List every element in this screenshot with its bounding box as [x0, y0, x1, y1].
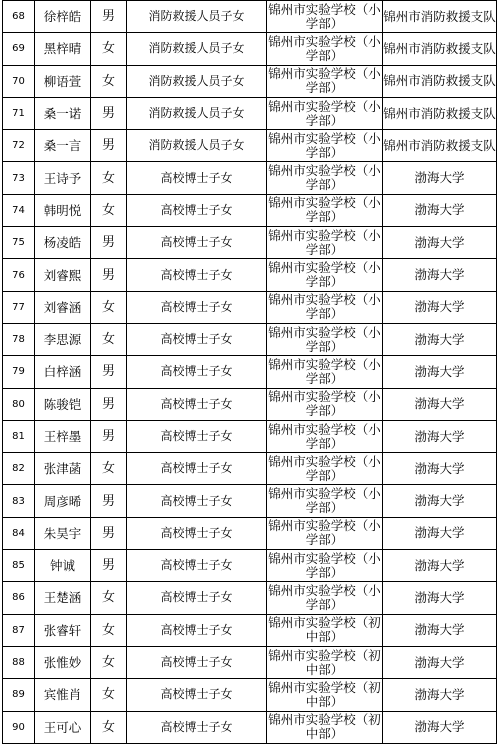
parent-unit-cell: 渤海大学: [383, 679, 497, 711]
school-cell: 锦州市实验学校（小学部）: [267, 291, 383, 323]
category-cell: 高校博士子女: [127, 323, 267, 355]
category-cell: 消防救援人员子女: [127, 97, 267, 129]
table-row: [3, 130, 497, 162]
school-cell: 锦州市实验学校（小学部）: [267, 97, 383, 129]
school-cell: 锦州市实验学校（小学部）: [267, 323, 383, 355]
parent-unit-cell: 渤海大学: [383, 162, 497, 194]
school-cell: 锦州市实验学校（小学部）: [267, 453, 383, 485]
table-row: [3, 65, 497, 97]
school-cell: 锦州市实验学校（小学部）: [267, 162, 383, 194]
category-cell: 高校博士子女: [127, 356, 267, 388]
student-gender-cell: 男: [91, 550, 127, 582]
row-number-cell: 78: [3, 323, 35, 355]
table-row: [3, 323, 497, 355]
school-cell: 锦州市实验学校（小学部）: [267, 227, 383, 259]
category-cell: 高校博士子女: [127, 550, 267, 582]
parent-unit-cell: 渤海大学: [383, 356, 497, 388]
student-gender-cell: 女: [91, 646, 127, 678]
school-cell: 锦州市实验学校（小学部）: [267, 33, 383, 65]
parent-unit-cell: 锦州市消防救援支队: [383, 130, 497, 162]
parent-unit-cell: 渤海大学: [383, 485, 497, 517]
parent-unit-cell: 渤海大学: [383, 711, 497, 743]
parent-unit-cell: 渤海大学: [383, 646, 497, 678]
student-name-cell: 周彦晞: [35, 485, 91, 517]
table-row: [3, 259, 497, 291]
parent-unit-cell: 锦州市消防救援支队: [383, 65, 497, 97]
table-row: [3, 420, 497, 452]
student-name-cell: 刘睿涵: [35, 291, 91, 323]
row-number-cell: 82: [3, 453, 35, 485]
table-row: [3, 162, 497, 194]
parent-unit-cell: 渤海大学: [383, 420, 497, 452]
row-number-cell: 86: [3, 582, 35, 614]
student-gender-cell: 女: [91, 323, 127, 355]
table-row: [3, 679, 497, 711]
category-cell: 高校博士子女: [127, 420, 267, 452]
row-number-cell: 83: [3, 485, 35, 517]
school-cell: 锦州市实验学校（小学部）: [267, 582, 383, 614]
student-name-cell: 徐梓皓: [35, 1, 91, 33]
row-number-cell: 71: [3, 97, 35, 129]
category-cell: 高校博士子女: [127, 614, 267, 646]
school-cell: 锦州市实验学校（初中部）: [267, 614, 383, 646]
school-cell: 锦州市实验学校（小学部）: [267, 420, 383, 452]
student-gender-cell: 男: [91, 388, 127, 420]
category-cell: 高校博士子女: [127, 485, 267, 517]
school-cell: 锦州市实验学校（初中部）: [267, 679, 383, 711]
student-gender-cell: 女: [91, 33, 127, 65]
school-cell: 锦州市实验学校（初中部）: [267, 646, 383, 678]
row-number-cell: 74: [3, 194, 35, 226]
student-name-cell: 钟诚: [35, 550, 91, 582]
student-table-body: [3, 1, 497, 744]
parent-unit-cell: 渤海大学: [383, 550, 497, 582]
parent-unit-cell: 渤海大学: [383, 517, 497, 549]
row-number-cell: 81: [3, 420, 35, 452]
student-gender-cell: 女: [91, 65, 127, 97]
student-name-cell: 王可心: [35, 711, 91, 743]
student-name-cell: 王楚涵: [35, 582, 91, 614]
parent-unit-cell: 渤海大学: [383, 291, 497, 323]
student-name-cell: 杨凌皓: [35, 227, 91, 259]
student-gender-cell: 男: [91, 259, 127, 291]
table-row: [3, 1, 497, 33]
school-cell: 锦州市实验学校（小学部）: [267, 259, 383, 291]
school-cell: 锦州市实验学校（小学部）: [267, 65, 383, 97]
school-cell: 锦州市实验学校（小学部）: [267, 550, 383, 582]
student-name-cell: 张睿轩: [35, 614, 91, 646]
row-number-cell: 88: [3, 646, 35, 678]
category-cell: 高校博士子女: [127, 227, 267, 259]
row-number-cell: 68: [3, 1, 35, 33]
row-number-cell: 85: [3, 550, 35, 582]
table-row: [3, 453, 497, 485]
category-cell: 消防救援人员子女: [127, 33, 267, 65]
category-cell: 高校博士子女: [127, 162, 267, 194]
student-gender-cell: 女: [91, 453, 127, 485]
table-row: [3, 517, 497, 549]
table-row: [3, 582, 497, 614]
school-cell: 锦州市实验学校（小学部）: [267, 388, 383, 420]
student-name-cell: 李思源: [35, 323, 91, 355]
student-name-cell: 王诗予: [35, 162, 91, 194]
category-cell: 高校博士子女: [127, 711, 267, 743]
student-name-cell: 刘睿熙: [35, 259, 91, 291]
table-row: [3, 646, 497, 678]
student-gender-cell: 男: [91, 485, 127, 517]
school-cell: 锦州市实验学校（小学部）: [267, 356, 383, 388]
row-number-cell: 87: [3, 614, 35, 646]
row-number-cell: 79: [3, 356, 35, 388]
row-number-cell: 72: [3, 130, 35, 162]
student-name-cell: 桑一言: [35, 130, 91, 162]
row-number-cell: 76: [3, 259, 35, 291]
student-gender-cell: 男: [91, 420, 127, 452]
category-cell: 高校博士子女: [127, 679, 267, 711]
parent-unit-cell: 锦州市消防救援支队: [383, 97, 497, 129]
parent-unit-cell: 渤海大学: [383, 582, 497, 614]
school-cell: 锦州市实验学校（小学部）: [267, 194, 383, 226]
row-number-cell: 70: [3, 65, 35, 97]
student-name-cell: 柳语萱: [35, 65, 91, 97]
student-gender-cell: 女: [91, 291, 127, 323]
row-number-cell: 80: [3, 388, 35, 420]
student-gender-cell: 女: [91, 711, 127, 743]
table-row: [3, 485, 497, 517]
parent-unit-cell: 渤海大学: [383, 194, 497, 226]
category-cell: 高校博士子女: [127, 517, 267, 549]
student-name-cell: 韩明悦: [35, 194, 91, 226]
school-cell: 锦州市实验学校（小学部）: [267, 1, 383, 33]
student-name-cell: 黑梓晴: [35, 33, 91, 65]
parent-unit-cell: 渤海大学: [383, 614, 497, 646]
category-cell: 高校博士子女: [127, 453, 267, 485]
category-cell: 消防救援人员子女: [127, 65, 267, 97]
table-row: [3, 194, 497, 226]
student-name-cell: 桑一诺: [35, 97, 91, 129]
student-gender-cell: 男: [91, 97, 127, 129]
student-list-sheet: [2, 0, 496, 744]
parent-unit-cell: 渤海大学: [383, 323, 497, 355]
student-gender-cell: 男: [91, 517, 127, 549]
student-gender-cell: 女: [91, 679, 127, 711]
student-name-cell: 张惟妙: [35, 646, 91, 678]
category-cell: 高校博士子女: [127, 259, 267, 291]
table-row: [3, 388, 497, 420]
student-name-cell: 陈骏铠: [35, 388, 91, 420]
category-cell: 消防救援人员子女: [127, 130, 267, 162]
row-number-cell: 73: [3, 162, 35, 194]
student-gender-cell: 男: [91, 1, 127, 33]
student-gender-cell: 男: [91, 130, 127, 162]
table-row: [3, 550, 497, 582]
category-cell: 高校博士子女: [127, 388, 267, 420]
table-row: [3, 711, 497, 743]
table-row: [3, 614, 497, 646]
school-cell: 锦州市实验学校（初中部）: [267, 711, 383, 743]
school-cell: 锦州市实验学校（小学部）: [267, 517, 383, 549]
student-name-cell: 张津菡: [35, 453, 91, 485]
category-cell: 消防救援人员子女: [127, 1, 267, 33]
parent-unit-cell: 渤海大学: [383, 388, 497, 420]
category-cell: 高校博士子女: [127, 291, 267, 323]
table-row: [3, 33, 497, 65]
row-number-cell: 75: [3, 227, 35, 259]
row-number-cell: 69: [3, 33, 35, 65]
student-name-cell: 王梓墨: [35, 420, 91, 452]
student-gender-cell: 女: [91, 162, 127, 194]
row-number-cell: 84: [3, 517, 35, 549]
parent-unit-cell: 渤海大学: [383, 259, 497, 291]
table-row: [3, 227, 497, 259]
student-gender-cell: 女: [91, 194, 127, 226]
category-cell: 高校博士子女: [127, 646, 267, 678]
category-cell: 高校博士子女: [127, 582, 267, 614]
parent-unit-cell: 渤海大学: [383, 453, 497, 485]
row-number-cell: 90: [3, 711, 35, 743]
student-gender-cell: 女: [91, 582, 127, 614]
parent-unit-cell: 渤海大学: [383, 227, 497, 259]
student-name-cell: 朱昊宇: [35, 517, 91, 549]
student-name-cell: 白梓涵: [35, 356, 91, 388]
student-name-cell: 宾惟肖: [35, 679, 91, 711]
student-gender-cell: 男: [91, 227, 127, 259]
student-gender-cell: 女: [91, 614, 127, 646]
school-cell: 锦州市实验学校（小学部）: [267, 485, 383, 517]
student-gender-cell: 男: [91, 356, 127, 388]
category-cell: 高校博士子女: [127, 194, 267, 226]
row-number-cell: 77: [3, 291, 35, 323]
parent-unit-cell: 锦州市消防救援支队: [383, 33, 497, 65]
table-row: [3, 356, 497, 388]
student-table: [2, 0, 497, 744]
parent-unit-cell: 锦州市消防救援支队: [383, 1, 497, 33]
table-row: [3, 291, 497, 323]
table-row: [3, 97, 497, 129]
row-number-cell: 89: [3, 679, 35, 711]
school-cell: 锦州市实验学校（小学部）: [267, 130, 383, 162]
